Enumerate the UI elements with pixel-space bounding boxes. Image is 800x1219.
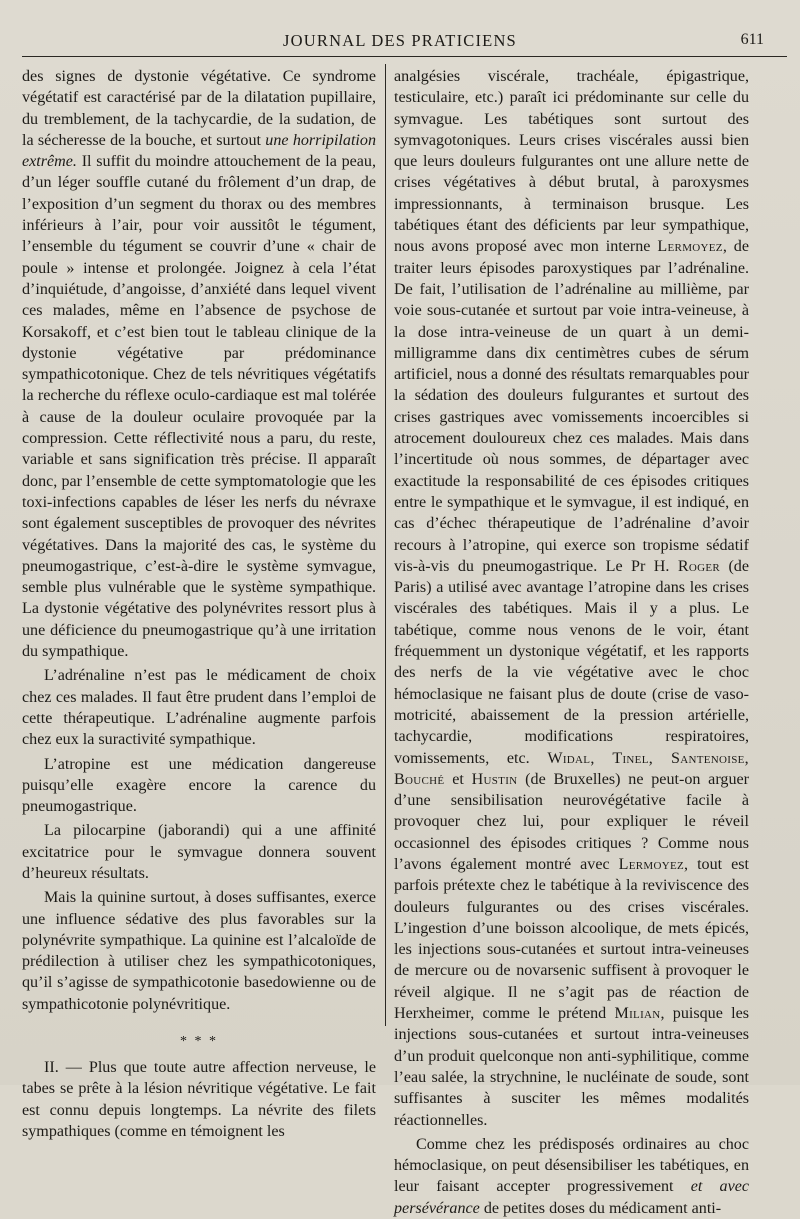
right-paragraph-2: Comme chez les prédisposés ordinaires au choc hémoclasique, on peut désensibiliser les tabétiques, en leur faisant accepter progressivement et avec persévérance de petites doses du médicament anti- [394, 1135, 749, 1217]
left-paragraph-adrenaline: L’adrénaline n’est pas le médicament de choix chez ces malades. Il faut être prudent dans l’emploi de cette thérapeutique. L’adrénaline augmente parfois chez eux la suractivité sympathique. [22, 667, 376, 749]
left-column [22, 66, 376, 1142]
emphasis-perseverance: et avec persévérance [394, 1178, 749, 1217]
header-rule [22, 56, 787, 57]
author-name: Roger [677, 557, 721, 575]
left-paragraph-1: des signes de dystonie végétative. Ce syndrome végétatif est caractérisé par de la dilatation pupillaire, du tremblement, de la tachycardie, de la sudation, de la sécheresse de la bouche, et surtout une horripilation extrême. Il suffit du moindre attouchement de la peau, d’un léger souffle cutané du frôlement d’un drap, de l’exposition d’un segment du thorax ou des membres inférieurs à l’air, pour voir aussitôt le tégument, l’ensemble du tégument se couvrir d’une « chair de poule » intense et prolongée. Joignez à cela l’état d’inquiétude, d’angoisse, d’anxiété dans lequel vivent ces malades, même en l’absence de psychose de Korsakoff, et c’est bien tout le tableau clinique de la dystonie végétative par prédominance sympathicotonique. Chez de tels névritiques végétatifs la recherche du réflexe oculo-cardiaque est mal tolérée à cause de la douleur oculaire provoquée par la compression. Cette réflectivité nous a paru, du reste, variable et sans signification très précise. Il apparaît donc, par l’ensemble de cette symptomatologie que les toxi-infections capables de léser les nerfs du névraxe sont également susceptibles de provoquer des névrites végétatives. Dans la majorité des cas, le système du pneumogastrique, c’est-à-dire le système symvague, semble plus vulnérable que le système sympathique. La dystonie végétative des polynévrites ressort plus à une déficience du pneumogastrique qu’à une irritation du sympathique. [22, 68, 376, 661]
journal-title: JOURNAL DES PRATICIENS [283, 31, 517, 50]
section-asterism: * * * [180, 1034, 218, 1050]
author-name: Milian [614, 1005, 661, 1023]
right-paragraph-1: analgésies viscérale, trachéale, épigastrique, testiculaire, etc.) paraît ici prédominante sur celle du symvague. Les tabétiques sont surtout des symvagotoniques. Leurs crises viscérales aussi bien que leurs douleurs fulgurantes ont une allure nette de crises végétatives à début brutal, à paroxysmes impressionnants, à terminaison brusque. Les tabétiques étant des déficients par leur sympathique, nous avons proposé avec mon interne Lermoyez, de traiter leurs épisodes paroxystiques par l’adrénaline. De fait, l’utilisation de l’adrénaline au millième, par voie sous-cutanée et surtout par voie intra-veineuse, à la dose intra-veineuse de un quart à un demi-milligramme dans dix centimètres cubes de sérum artificiel, nous a donné des résultats remarquables pour la sédation des douleurs fulgurantes et surtout des crises gastriques avec vomissements incoercibles si atrocement douloureux chez ces malades. Mais dans l’incertitude où nous sommes, de départager avec exactitude la responsabilité de ces épisodes critiques entre le sympathique et le symvague, il est indiqué, en cas d’échec thérapeutique de l’adrénaline d’avoir recours à l’atropine, qui exerce son tropisme sédatif vis-à-vis du pneumogastrique. Le Pr H. Roger (de Paris) a utilisé avec avantage l’atropine dans les crises viscérales des tabétiques. Mais il y a plus. Le tabétique, comme nous venons de le voir, étant fréquemment un dystonique végétatif, et les rapports des nerfs de la vie végétative avec le choc hémoclasique ne faisant plus de doute (crise de vaso-motricité, abaissement de la pression artérielle, tachycardie, modifications respiratoires, vomissements, etc. Widal, Tinel, Santenoise, Bouché et Hustin (de Bruxelles) ne peut-on arguer d’une sensibilisation neurovégétative facile à provoquer chez lui, pour expliquer le réveil occasionnel des épisodes critiques ? Comme nous l’avons également montré avec Lermoyez, tout est parfois prétexte chez le tabétique à la reviviscence des douleurs fulgurantes ou des crises viscérales. L’ingestion d’une boisson alcoolique, de mets épicés, les injections sous-cutanées et surtout intra-veineuses de mercure ou de novarsenic suffisent à provoquer le réveil algique. Il ne s’agit pas de réaction de Herxheimer, comme le prétend Milian, puisque les injections sous-cutanées et surtout intra-veineuses d’un produit quelconque non anti-syphilitique, comme l’eau salée, la strychnine, le nucléinate de soude, sont suffisantes à susciter les mêmes modalités réactionnelles. [394, 68, 750, 1129]
author-name: Lermoyez [657, 238, 723, 256]
author-name: Hustin [471, 770, 518, 788]
left-paragraph-atropine: L’atropine est une médication dangereuse puisqu’elle exagère encore la carence du pneumogastrique. [22, 755, 376, 816]
author-name: Lermoyez [618, 855, 685, 873]
right-column [394, 66, 749, 1219]
column-divider [385, 64, 386, 1026]
left-paragraph-section-ii: II. — Plus que toute autre affection nerveuse, le tabes se prête à la lésion névritique végétative. Le fait est connu depuis longtemps. La névrite des filets sympathiques (comme en témoignent les [22, 1059, 376, 1140]
page-number: 611 [740, 31, 764, 48]
running-head [0, 31, 800, 51]
left-paragraph-pilocarpine: La pilocarpine (jaborandi) qui a une affinité excitatrice pour le symvague donnera souvent d’heureux résultats. [22, 822, 376, 882]
author-names: Widal, Tinel, Santenoise, Bouché [394, 749, 749, 788]
left-paragraph-quinine: Mais la quinine surtout, à doses suffisantes, exerce une influence sédative des plus favorables sur la polynévrite sympathique. La quinine est l’alcaloïde de prédilection à utiliser chez les sympathicotoniques, qu’il s’agisse de sympathicotonie basedowienne ou de sympathicotonie polynévritique. [22, 889, 376, 1013]
emphasis-horripilation: une horripilation extrême. [22, 131, 376, 171]
